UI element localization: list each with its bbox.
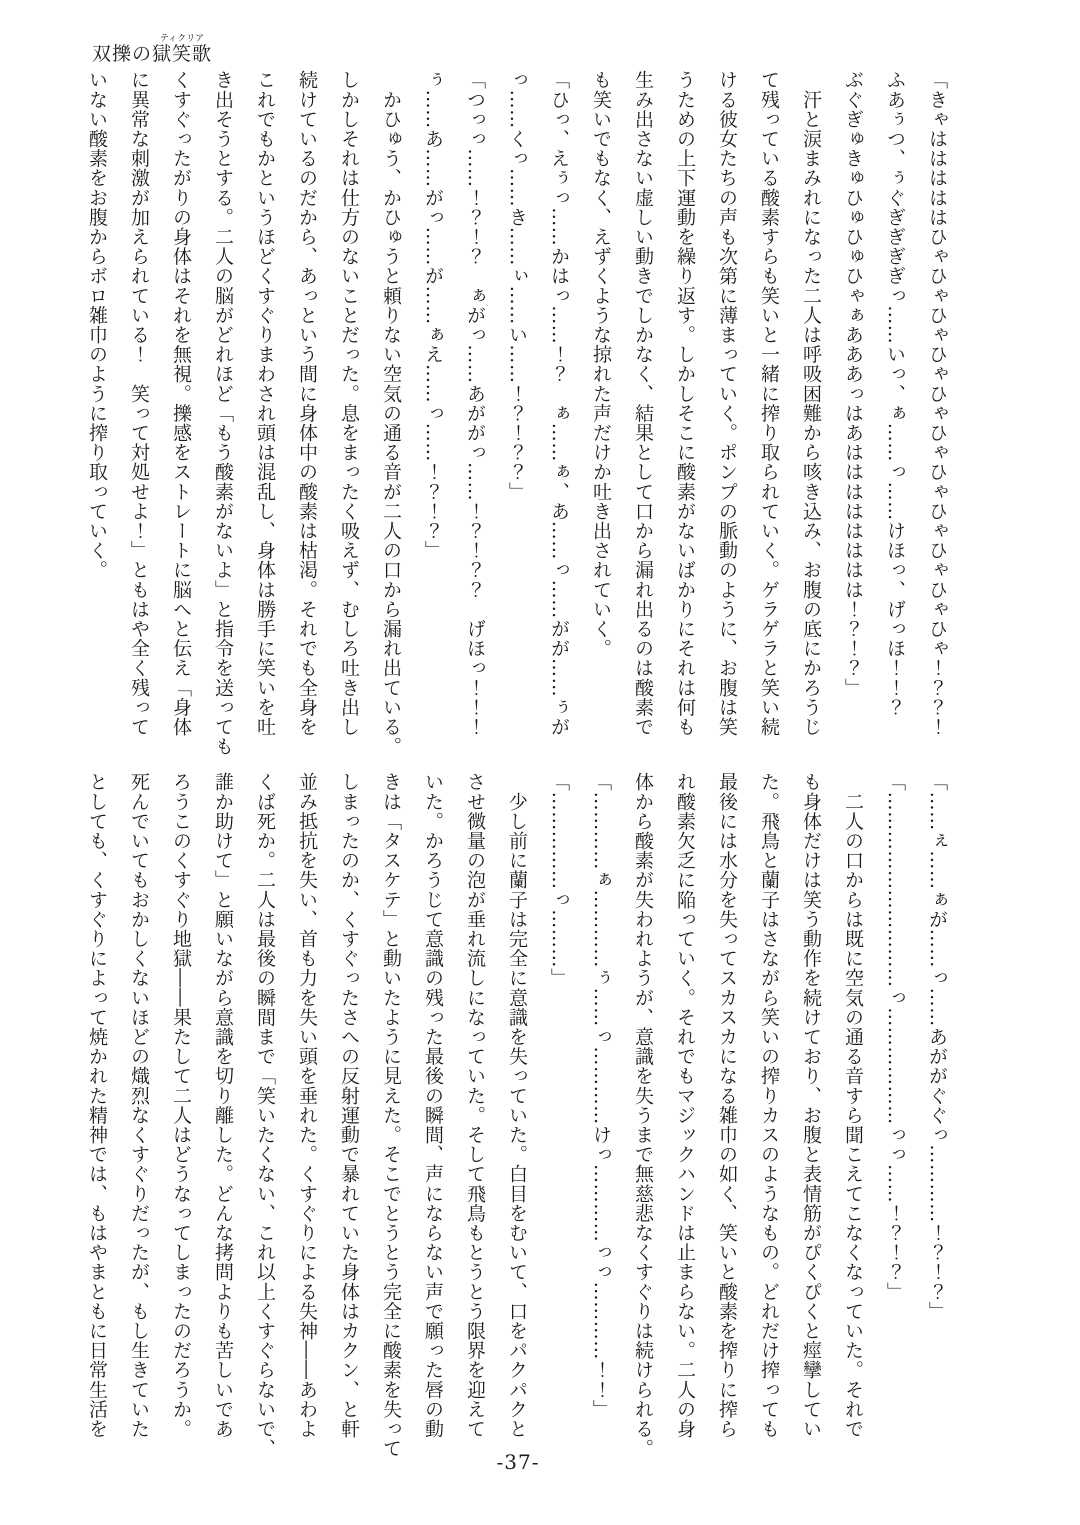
text-column: しかしそれは仕方のないことだった。息をまったく吸えず、むしろ吐き出し [338, 70, 360, 737]
text-column: いない酸素をお腹からボロ雑巾のように搾り取っていく。 [86, 70, 108, 580]
text-column: ける彼女たちの声も次第に薄まっていく。ポンプの脈動のように、お腹は笑 [716, 70, 738, 737]
page-title [92, 34, 212, 65]
text-column: 「ひっ、えぅっ……かはっ……！？ ぁ……ぁ、あ……っ……がが……ぅが [548, 70, 570, 737]
text-column: っ……くっ……き……ぃ……い……！？！？？」 [506, 70, 528, 502]
text-column: 続けているのだから、あっという間に身体中の酸素は枯渇。それでも全身を [296, 70, 318, 737]
text-column: も身体だけは笑う動作を続けており、お腹と表情筋がぴくぴくと痙攣してい [800, 772, 822, 1439]
page-header [92, 34, 212, 65]
text-column: 「つっっ……！？！？ ぁがっ……あががっ……！？！？？ げほっ！！！ [464, 70, 486, 737]
text-column: くすぐったがりの身体はそれを無視。擽感をストレートに脳へと伝え「身体 [170, 70, 192, 737]
text-column: 生み出さない虚しい動きでしかなく、結果として口から漏れ出るのは酸素で [632, 70, 654, 737]
text-column: これでもかというほどくすぐりまわされ頭は混乱し、身体は勝手に笑いを吐 [254, 70, 276, 737]
text-block-bottom [76, 772, 958, 1466]
text-column: て残っている酸素すらも笑いと一緒に搾り取られていく。ゲラゲラと笑い続 [758, 70, 780, 737]
text-column: に異常な刺激が加えられている！ 笑って対処せよ！」ともはや全く残って [128, 70, 150, 737]
title-ruby-base: 獄笑歌 [152, 43, 213, 65]
text-column: 「……………っ………」 [548, 772, 570, 988]
text-column: 「きゃはははははひゃひゃひゃひゃひゃひゃひゃひゃひゃひゃひゃ！？？！ [926, 70, 948, 737]
title-prefix: 双擽の [92, 43, 153, 65]
text-column: 「…………………………っ………………っっ……！？！？」 [884, 772, 906, 1302]
text-column: しまったのか、くすぐったさへの反射運動で暴れていた身体はカクン、と軒 [338, 772, 360, 1439]
text-column: かひゅう、かひゅうと頼りない空気の通る音が二人の口から漏れ出ている。 [380, 70, 402, 756]
text-column: 二人の口からは既に空気の通る音すら聞こえてこなくなっていた。それで [842, 772, 864, 1439]
text-column: ぶぐぎゅきゅひゅひゅひゃぁあああっはあはははははははは！？！？」 [842, 70, 864, 698]
text-column: 「…………ぁ…………ぅ……っ…………けっ…………っっ…………！！」 [590, 772, 612, 1419]
page-number: -37- [496, 1450, 540, 1474]
title-ruby-text: ティクリア [152, 34, 213, 44]
text-column: としても、くすぐりによって焼かれた精神では、もはやまともに日常生活を [86, 772, 108, 1439]
text-column: れ酸素欠乏に陥っていく。それでもマジックハンドは止まらない。二人の身 [674, 772, 696, 1439]
text-block-top [76, 70, 958, 764]
text-column: 「……ぇ……ぁが……っ……あががぐぐっ…………！？！？」 [926, 772, 948, 1321]
text-column: ふあぅつ、ぅぐぎぎぎぎっ……いっ、ぁ……っ……けほっ、げっほ！！？ [884, 70, 906, 717]
text-column: 汗と涙まみれになった二人は呼吸困難から咳き込み、お腹の底にかろうじ [800, 70, 822, 737]
text-column: くば死か。二人は最後の瞬間まで「笑いたくない、これ以上くすぐらないで、 [254, 772, 276, 1458]
text-column: きは「タスケテ」と動いたように見えた。そこでとうとう完全に酸素を失って [380, 772, 402, 1458]
text-column: ろうこのくすぐり地獄――果たして二人はどうなってしまったのだろうか。 [170, 772, 192, 1439]
text-column: うための上下運動を繰り返す。しかしそこに酸素がないばかりにそれは何も [674, 70, 696, 737]
text-column: 少し前に蘭子は完全に意識を失っていた。白目をむいて、口をパクパクと [506, 772, 528, 1439]
text-column: 死んでいてもおかしくないほどの熾烈なくすぐりだったが、もし生きていた [128, 772, 150, 1439]
text-column: き出そうとする。二人の脳がどれほど「もう酸素がないよ」と指令を送っても [212, 70, 234, 756]
page-footer [0, 1450, 1036, 1474]
text-column: 最後には水分を失ってスカスカになる雑巾の如く、笑いと酸素を搾りに搾ら [716, 772, 738, 1439]
title-ruby [152, 34, 213, 65]
text-column: た。飛鳥と蘭子はさながら笑いの搾りカスのようなもの。どれだけ搾っても [758, 772, 780, 1439]
text-column: ぅ……あ……がっ……が……ぁえ……っ……！？！？」 [422, 70, 444, 560]
text-column: 誰か助けて」と願いながら意識を切り離した。どんな拷問よりも苦しいであ [212, 772, 234, 1439]
text-column: いた。かろうじて意識の残った最後の瞬間、声にならない声で願った唇の動 [422, 772, 444, 1439]
text-column: 並み抵抗を失い、首も力を失い頭を垂れた。くすぐりによる失神――あわよ [296, 772, 318, 1439]
text-column: させ微量の泡が垂れ流しになっていた。そして飛鳥もとうとう限界を迎えて [464, 772, 486, 1439]
text-column: 体から酸素が失われようが、意識を失うまで無慈悲なくすぐりは続けられる。 [632, 772, 654, 1458]
text-column: も笑いでもなく、えずくような掠れた声だけか吐き出されていく。 [590, 70, 612, 658]
